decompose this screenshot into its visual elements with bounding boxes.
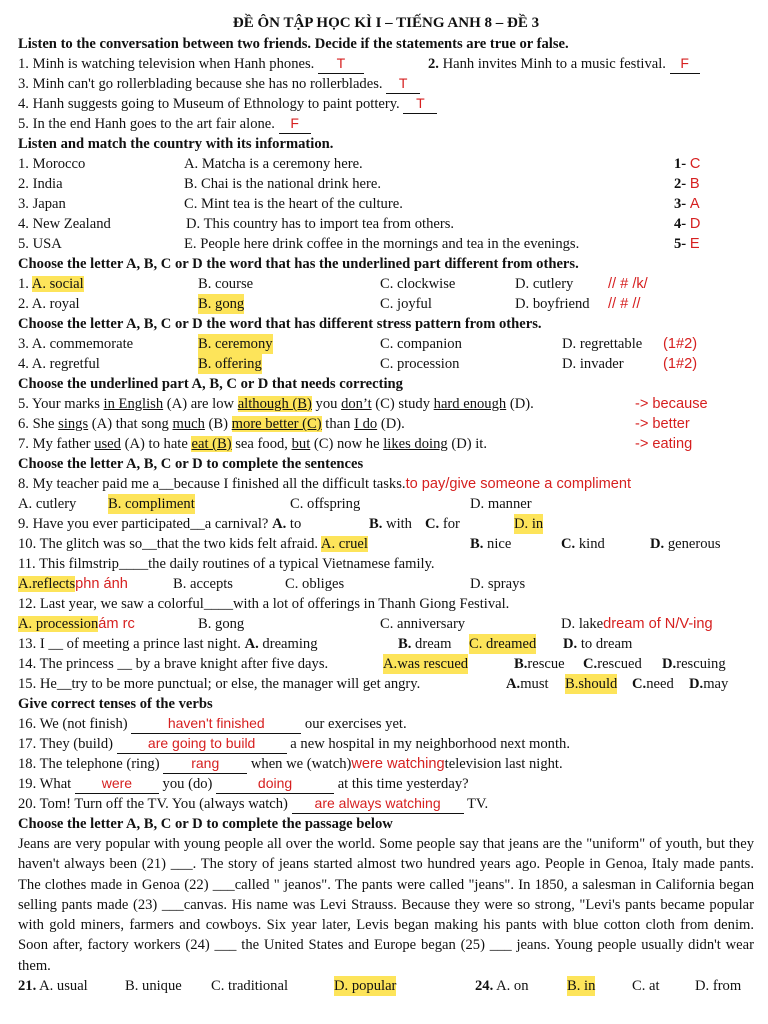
- sentence-part: (B): [204, 416, 232, 432]
- underlined-part-highlighted: eat (B): [191, 436, 232, 452]
- answer-blank: [131, 715, 301, 734]
- question-row: [18, 474, 754, 494]
- option-a: 3. A. commemorate: [18, 336, 134, 352]
- question-row: [18, 714, 754, 734]
- answer-blank: [670, 55, 700, 74]
- option-c: for: [439, 516, 460, 532]
- answer-blank: [216, 775, 334, 794]
- handwritten-answer: A: [689, 196, 700, 212]
- question-text: 8. My teacher paid me a__because I finished all the difficult tasks.: [18, 476, 406, 492]
- question-text: 14. The princess __ by a brave knight after five days.: [18, 656, 329, 672]
- underlined-part: in English: [103, 396, 164, 412]
- section-heading-true-false: Listen to the conversation between two friends. Decide if the statements are true or false.: [18, 36, 569, 52]
- handwritten-answer: F: [290, 115, 299, 131]
- question-text: 10. The glitch was so__that the two kids felt afraid.: [18, 536, 319, 552]
- worksheet-title: ĐỀ ÔN TẬP HỌC KÌ I – TIẾNG ANH 8 – ĐỀ 3: [232, 15, 540, 31]
- handwritten-note: (1#2): [663, 336, 698, 352]
- question-number: 24.: [475, 978, 494, 995]
- question-row: [18, 794, 754, 814]
- sentence-part: (A) to hate: [120, 436, 192, 452]
- answer-blank: [318, 55, 364, 74]
- handwritten-answer: D: [689, 216, 701, 232]
- answer-blank: [163, 755, 247, 774]
- underlined-part: much: [172, 416, 205, 432]
- question-row: [18, 414, 754, 434]
- option-d: D. regrettable: [562, 336, 643, 352]
- question-row: [18, 434, 754, 454]
- question-text: 15. He__try to be more punctual; or else, the manager will get angry.: [18, 676, 421, 692]
- question-number: 21.: [18, 978, 37, 995]
- sentence-part: (A) are low: [163, 396, 238, 412]
- question-number: 2.: [428, 56, 439, 72]
- handwritten-answer: rang: [191, 755, 220, 771]
- handwritten-correction: -> eating: [635, 436, 693, 452]
- option-c-letter: C.: [583, 656, 598, 672]
- country-name: 3. Japan: [18, 196, 66, 212]
- matching-row: [18, 174, 754, 194]
- matching-row: [18, 234, 754, 254]
- question-text: television last night.: [444, 756, 563, 772]
- question-text: when we (watch): [247, 756, 352, 772]
- option-b: nice: [483, 536, 512, 552]
- handwritten-correction: -> because: [635, 396, 708, 412]
- question-text: Hanh invites Minh to a music festival.: [442, 56, 666, 72]
- option-a: must: [520, 676, 549, 692]
- option-b: B. gong: [198, 616, 245, 632]
- options-row: [18, 574, 754, 594]
- handwritten-answer: C: [689, 156, 701, 172]
- question-text: 17. They (build): [18, 736, 117, 752]
- option-c: C. obliges: [285, 576, 345, 592]
- option-b: with: [382, 516, 412, 532]
- underlined-part: but: [291, 436, 311, 452]
- handwritten-correction: -> better: [635, 416, 690, 432]
- option-d: D. manner: [470, 496, 532, 512]
- option-d-highlighted: D. in: [514, 516, 544, 532]
- question-row: [18, 554, 754, 574]
- option-d-letter: D.: [563, 636, 578, 652]
- question-row: [18, 754, 754, 774]
- country-info: C. Mint tea is the heart of the culture.: [184, 196, 403, 212]
- section-heading-passage: Choose the letter A, B, C or D to complete the passage below: [18, 816, 393, 832]
- underlined-part: likes doing: [383, 436, 448, 452]
- matching-table: [18, 154, 754, 254]
- option-b-letter: B.: [398, 636, 412, 652]
- option-a-letter: A.: [244, 636, 259, 652]
- sentence-part: 6. She: [18, 416, 59, 432]
- option-b-highlighted: B. offering: [198, 356, 262, 372]
- question-text: 13. I __ of meeting a prince last night.: [18, 636, 241, 652]
- question-row: [18, 274, 754, 294]
- country-name: 2. India: [18, 176, 63, 192]
- question-text: 5. In the end Hanh goes to the art fair alone.: [18, 116, 275, 132]
- question-row: [18, 594, 754, 614]
- option-d-letter: D.: [689, 676, 704, 692]
- section-heading-verb-tenses: Give correct tenses of the verbs: [18, 696, 213, 712]
- answer-blank: [403, 95, 437, 114]
- option-d: D. from: [695, 978, 742, 995]
- option-c: C. offspring: [290, 496, 361, 512]
- option-a-highlighted: A.reflects: [18, 576, 76, 592]
- question-row: [18, 734, 754, 754]
- sentence-part: 5. Your marks: [18, 396, 104, 412]
- option-a-highlighted: A. procession: [18, 616, 99, 632]
- option-c-highlighted: C. dreamed: [469, 636, 537, 652]
- matching-row: [18, 194, 754, 214]
- handwritten-answer: T: [416, 95, 425, 111]
- option-d: may: [703, 676, 729, 692]
- handwritten-answer: F: [680, 55, 689, 71]
- question-row: [18, 334, 754, 354]
- option-d: D. sprays: [470, 576, 526, 592]
- sentence-part: (C) study: [371, 396, 434, 412]
- handwritten-answer: doing: [257, 775, 293, 791]
- match-number: 2-: [674, 176, 687, 192]
- option-a-letter: A.: [506, 676, 521, 692]
- option-a-highlighted: A.was rescued: [383, 656, 469, 672]
- answer-blank: [117, 735, 287, 754]
- option-a: 4. A. regretful: [18, 356, 100, 372]
- question-text: 19. What: [18, 776, 75, 792]
- handwritten-note: phn ánh: [75, 576, 128, 592]
- option-a: 2. A. royal: [18, 296, 80, 312]
- question-row: [18, 74, 754, 94]
- option-b-highlighted: B.should: [565, 676, 618, 692]
- question-row: [18, 534, 754, 554]
- reading-passage: Jeans are very popular with young people all over the world. Some people say that jeans are the "uniform" of youth, but they haven't always been (21) ___. The story of jeans started almost two hundred years ago. People in Genoa, Italy made pants. The clothes made in Genoa (22) ___called " jeanos". The pants were called "jeans". In 1850, a salesman in California began selling pants made (23) ___canvas. His name was Levi Strauss. Because they were so strong, "Levi's pants became popular with gold miners, farmers and cowboys. Six year later, Levis began making his pants with blue cotton cloth from denim. Soon after, factory workers (24) ___ the United States and Europe began (25) ___ jeans. Young people usually didn't wear them.: [18, 836, 754, 974]
- handwritten-note: ám rc: [98, 616, 135, 632]
- handwritten-note: to pay/give someone a compliment: [405, 476, 632, 492]
- option-d: to dream: [577, 636, 633, 652]
- country-info: E. People here drink coffee in the mornings and tea in the evenings.: [184, 236, 580, 252]
- underlined-part: sings: [58, 416, 89, 432]
- answer-blank: [292, 795, 464, 814]
- option-d-letter: D.: [650, 536, 665, 552]
- handwritten-answer: E: [689, 236, 700, 252]
- handwritten-note: (1#2): [663, 356, 698, 372]
- question-text: 1. Minh is watching television when Hanh phones.: [18, 56, 315, 72]
- country-name: 5. USA: [18, 236, 62, 252]
- question-text: you (do): [158, 776, 217, 792]
- question-row: [18, 54, 754, 74]
- sentence-part: than: [321, 416, 355, 432]
- option-d: rescuing: [676, 656, 726, 672]
- question-text: TV.: [463, 796, 489, 812]
- matching-row: [18, 214, 754, 234]
- handwritten-answer: B: [689, 176, 700, 192]
- option-c: kind: [575, 536, 605, 552]
- sentence-part: (C) now he: [310, 436, 384, 452]
- country-info: D. This country has to import tea from others.: [186, 216, 455, 232]
- section-heading-matching: Listen and match the country with its information.: [18, 136, 334, 152]
- match-number: 4-: [674, 216, 687, 232]
- option-c: need: [646, 676, 674, 692]
- option-a-highlighted: A. cruel: [320, 536, 368, 552]
- handwritten-answer: haven't finished: [167, 715, 265, 731]
- question-text: 3. Minh can't go rollerblading because she has no rollerblades.: [18, 76, 383, 92]
- question-row: [18, 94, 754, 114]
- option-d: D. cutlery: [515, 276, 574, 292]
- question-text: 12. Last year, we saw a colorful____with a lot of offerings in Thanh Giong Festival.: [18, 596, 510, 612]
- question-text: 18. The telephone (ring): [18, 756, 164, 772]
- question-row: [18, 634, 754, 654]
- sentence-part: (D).: [506, 396, 534, 412]
- question-text: 11. This filmstrip____the daily routines of a typical Vietnamese family.: [18, 556, 435, 572]
- option-c: C. anniversary: [380, 616, 466, 632]
- country-info: B. Chai is the national drink here.: [184, 176, 381, 192]
- question-text: at this time yesterday?: [334, 776, 469, 792]
- option-a: to: [286, 516, 302, 532]
- question-row: [18, 774, 754, 794]
- handwritten-answer: T: [336, 55, 346, 71]
- option-d: D. boyfriend: [515, 296, 590, 312]
- section-heading-pronunciation: Choose the letter A, B, C or D the word that has the underlined part different from others.: [18, 256, 579, 272]
- question-text: 4. Hanh suggests going to Museum of Ethnology to paint pottery.: [18, 96, 400, 112]
- option-c: C. clockwise: [380, 276, 456, 292]
- option-c-letter: C.: [425, 516, 440, 532]
- question-text: 20. Tom! Turn off the TV. You (always watch): [18, 796, 292, 812]
- section-heading-sentence-completion: Choose the letter A, B, C or D to complete the sentences: [18, 456, 364, 472]
- section-heading-stress: Choose the letter A, B, C or D the word that has different stress pattern from others.: [18, 316, 542, 332]
- option-b: B. course: [198, 276, 254, 292]
- option-b-highlighted: B. compliment: [108, 496, 195, 512]
- question-row: [18, 354, 754, 374]
- option-c: C. companion: [380, 336, 462, 352]
- option-b-highlighted: B. ceremony: [198, 336, 273, 352]
- question-row: [18, 674, 754, 694]
- option-c: C. traditional: [211, 978, 289, 995]
- question-row: [18, 294, 754, 314]
- option-b-letter: B.: [369, 516, 383, 532]
- option-a: A. usual: [39, 978, 88, 995]
- option-b: rescue: [527, 656, 565, 672]
- option-c-letter: C.: [561, 536, 576, 552]
- option-a: A. cutlery: [18, 496, 77, 512]
- underlined-part: used: [94, 436, 121, 452]
- sentence-part: sea food,: [231, 436, 292, 452]
- option-c: C. procession: [380, 356, 460, 372]
- underlined-part: hard enough: [433, 396, 507, 412]
- match-number: 1-: [674, 156, 687, 172]
- sentence-part: (D).: [377, 416, 405, 432]
- handwritten-note: dream of N/V-ing: [603, 616, 713, 632]
- option-d: D. invader: [562, 356, 624, 372]
- options-row: [18, 494, 754, 514]
- option-c-letter: C.: [632, 676, 647, 692]
- option-d: generous: [664, 536, 721, 552]
- handwritten-answer: were watching: [351, 756, 445, 772]
- option-b-letter: B.: [514, 656, 528, 672]
- sentence-part: (A) that song: [88, 416, 173, 432]
- option-b-highlighted: B. in: [567, 978, 596, 995]
- question-row: [18, 654, 754, 674]
- underlined-part-highlighted: although (B): [237, 396, 312, 412]
- option-b: B. accepts: [173, 576, 233, 592]
- option-c: C. at: [632, 978, 660, 995]
- option-a: dreaming: [258, 636, 318, 652]
- question-row: [18, 514, 754, 534]
- question-text: 16. We (not finish): [18, 716, 132, 732]
- question-text: our exercises yet.: [301, 716, 407, 732]
- sentence-part: (D) it.: [447, 436, 488, 452]
- underlined-part-highlighted: more better (C): [231, 416, 322, 432]
- option-a-letter: A.: [272, 516, 287, 532]
- option-b: B. unique: [125, 978, 182, 995]
- question-row: [18, 114, 754, 134]
- sentence-part: 7. My father: [18, 436, 95, 452]
- handwritten-note: // # /k/: [608, 276, 648, 292]
- handwritten-answer: were: [101, 775, 133, 791]
- answer-blank: [75, 775, 159, 794]
- option-b-highlighted: B. gong: [198, 296, 245, 312]
- handwritten-answer: are always watching: [314, 795, 441, 811]
- question-text: 9. Have you ever participated__a carnival?: [18, 516, 269, 532]
- options-row: [18, 976, 754, 996]
- option-c: rescued: [597, 656, 642, 672]
- country-name: 1. Morocco: [18, 156, 86, 172]
- answer-blank: [386, 75, 420, 94]
- options-row: [18, 614, 754, 634]
- option-b: dream: [411, 636, 452, 652]
- option-a: A. on: [496, 978, 529, 995]
- option-b-letter: B.: [470, 536, 484, 552]
- underlined-part: don’t: [341, 396, 372, 412]
- option-d-highlighted: D. popular: [334, 978, 397, 995]
- country-name: 4. New Zealand: [18, 216, 111, 232]
- handwritten-note: // # //: [608, 296, 641, 312]
- handwritten-answer: T: [398, 75, 408, 91]
- option-d-letter: D.: [662, 656, 677, 672]
- sentence-part: you: [311, 396, 342, 412]
- underlined-part: I do: [354, 416, 378, 432]
- country-info: A. Matcha is a ceremony here.: [184, 156, 363, 172]
- section-heading-error-correction: Choose the underlined part A, B, C or D that needs correcting: [18, 376, 403, 392]
- option-d: D. lake: [561, 616, 604, 632]
- handwritten-answer: are going to build: [147, 735, 256, 751]
- answer-blank: [279, 115, 311, 134]
- option-a-highlighted: A. social: [31, 276, 84, 292]
- match-number: 3-: [674, 196, 687, 212]
- matching-row: [18, 154, 754, 174]
- option-c: C. joyful: [380, 296, 432, 312]
- match-number: 5-: [674, 236, 687, 252]
- question-number: 1.: [18, 276, 32, 292]
- question-row: [18, 394, 754, 414]
- question-text: a new hospital in my neighborhood next month.: [286, 736, 570, 752]
